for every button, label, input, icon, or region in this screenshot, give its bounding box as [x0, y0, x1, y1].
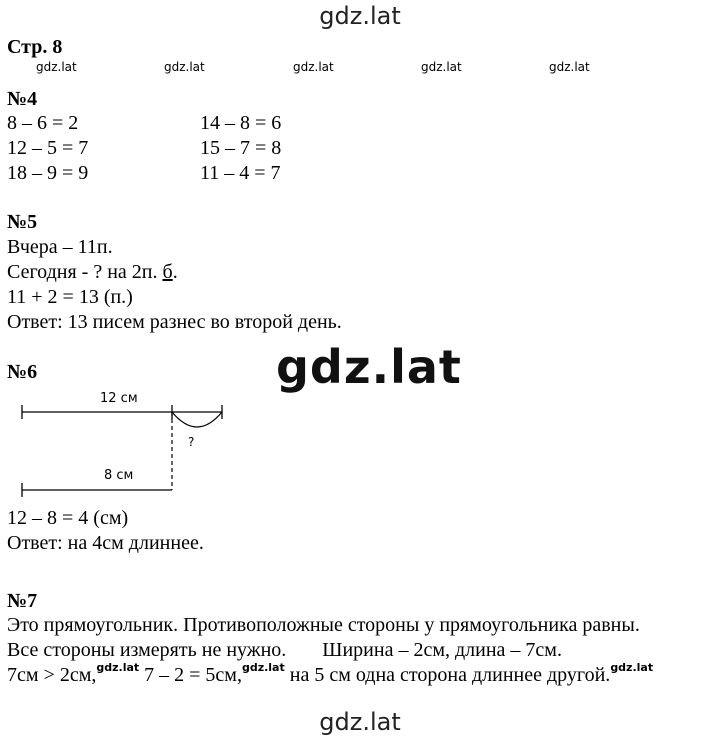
task7-dimensions: Ширина – 2см, длина – 7см.: [322, 639, 562, 661]
difference-arc: [172, 412, 222, 427]
label-question: ?: [188, 435, 195, 449]
task5-equation: 11 + 2 = 13 (п.): [7, 286, 133, 308]
label-8cm: 8 см: [104, 468, 134, 483]
segment-diagram: [0, 380, 260, 500]
task4-equation: 15 – 7 = 8: [200, 137, 282, 159]
task7-equation: 7 – 2 = 5см,: [139, 664, 242, 686]
task4-equation: 12 – 5 = 7: [7, 137, 89, 159]
task5-line-text: Сегодня - ? на 2п.: [7, 261, 163, 283]
task4-equation: 8 – 6 = 2: [7, 112, 79, 134]
watermark-inline: gdz.lat: [241, 661, 285, 674]
task4-heading: №4: [7, 88, 38, 110]
watermark-small: gdz.lat: [549, 60, 590, 74]
watermark-small: gdz.lat: [164, 60, 205, 74]
task5-line: [7, 261, 178, 284]
watermark-top: gdz.lat: [319, 2, 401, 30]
watermark-small: gdz.lat: [36, 60, 77, 74]
task4-equation: 18 – 9 = 9: [7, 162, 89, 184]
task4-equation: 14 – 8 = 6: [200, 112, 282, 134]
task5-line: Вчера – 11п.: [7, 236, 113, 258]
watermark-inline: gdz.lat: [96, 661, 140, 674]
task5-underlined: б: [162, 261, 173, 283]
task7-line: [7, 661, 654, 687]
task5-line-end: .: [172, 261, 178, 283]
watermark-small: gdz.lat: [293, 60, 334, 74]
watermark-bottom: gdz.lat: [319, 708, 401, 736]
task6-answer: Ответ: на 4см длиннее.: [7, 532, 204, 554]
task4-equation: 11 – 4 = 7: [200, 162, 281, 184]
task7-answer: на 5 см одна сторона длиннее другой.: [284, 664, 611, 686]
watermark-inline: gdz.lat: [610, 661, 654, 674]
task7-line: [7, 639, 562, 662]
task6-heading: №6: [7, 361, 38, 383]
task7-text: Все стороны измерять не нужно.: [7, 639, 287, 661]
task5-answer: Ответ: 13 писем разнес во второй день.: [7, 311, 342, 333]
watermark-small: gdz.lat: [421, 60, 462, 74]
page-title: Стр. 8: [7, 36, 63, 58]
task7-comparison: 7см > 2см,: [7, 664, 97, 686]
task5-heading: №5: [7, 211, 38, 233]
task7-heading: №7: [7, 590, 38, 612]
task6-equation: 12 – 8 = 4 (см): [7, 507, 129, 529]
watermark-large: gdz.lat: [276, 340, 462, 394]
task7-line: Это прямоугольник. Противоположные стороны у прямоугольника равны.: [7, 614, 640, 636]
label-12cm: 12 см: [100, 391, 138, 406]
